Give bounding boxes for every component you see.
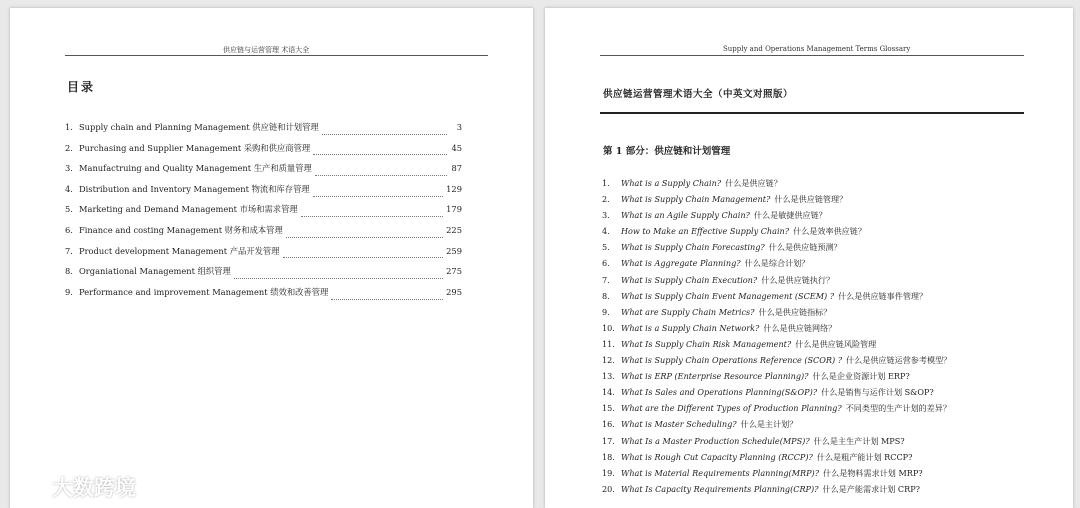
toc-leader-dots <box>234 272 443 279</box>
list-item <box>602 258 1042 274</box>
header-rule <box>65 55 488 56</box>
toc-entry-label: Finance and costing Management 财务和成本管理 <box>79 224 283 235</box>
question-chinese: 什么是敏捷供应链？ <box>753 210 827 221</box>
question-english: What is ERP (Enterprise Resource Planning)? <box>621 371 809 382</box>
question-english: What is Aggregate Planning? <box>621 258 741 269</box>
question-english: What is a Supply Chain? <box>621 178 722 188</box>
question-english: What Is a Master Production Schedule(MPS)? <box>621 435 810 446</box>
toc-entry[interactable] <box>65 142 462 163</box>
question-chinese: 什么是企业资源计划 ERP? <box>812 371 910 382</box>
toc-entry-number: 4. <box>65 183 73 194</box>
toc-entry-number: 3. <box>65 163 73 174</box>
toc-leader-dots <box>313 148 447 155</box>
question-number: 1. <box>602 178 610 188</box>
question-chinese: 什么是供应链？ <box>725 178 782 188</box>
section-heading: 第 1 部分：供应链和计划管理 <box>603 146 731 157</box>
toc-entry-page: 3 <box>456 122 462 132</box>
list-item <box>602 371 1042 387</box>
toc-entry[interactable] <box>65 286 462 307</box>
list-item <box>602 323 1042 339</box>
toc-entry[interactable] <box>65 121 462 142</box>
document-title: 供应链运营管理术语大全（中英文对照版） <box>603 89 794 100</box>
question-chinese: 什么是供应链运营参考模型？ <box>846 355 952 366</box>
question-number: 10. <box>602 322 615 333</box>
question-chinese: 什么是供应链风险管理 <box>795 338 877 349</box>
toc-leader-dots <box>315 169 447 176</box>
question-number: 20. <box>602 483 615 494</box>
question-chinese: 什么是供应链事件管理？ <box>838 290 928 301</box>
list-item <box>602 242 1042 258</box>
list-item <box>602 307 1042 323</box>
toc-entry-number: 8. <box>65 266 73 277</box>
table-of-contents <box>65 121 462 306</box>
question-english: What is Rough Cut Capacity Planning (RCCP)? <box>621 451 813 462</box>
question-english: How to Make an Effective Supply Chain? <box>621 226 790 237</box>
list-item <box>602 210 1042 226</box>
toc-entry[interactable] <box>65 224 462 245</box>
toc-entry[interactable] <box>65 183 462 204</box>
title-rule <box>600 112 1024 114</box>
question-chinese: 什么是主生产计划 MPS? <box>813 435 905 446</box>
question-chinese: 什么是粗产能计划 RCCP? <box>816 451 913 462</box>
question-chinese: 什么是效率供应链？ <box>793 226 866 237</box>
toc-entry-label: Marketing and Demand Management 市场和需求管理 <box>79 204 298 215</box>
toc-entry[interactable] <box>65 203 462 224</box>
document-page-left <box>10 8 533 508</box>
list-item <box>602 403 1042 419</box>
question-number: 17. <box>602 435 615 446</box>
question-english: What is Master Scheduling? <box>621 419 737 430</box>
list-item <box>602 452 1042 468</box>
list-item <box>602 226 1042 242</box>
toc-entry-label: Supply chain and Planning Management 供应链和计划管理 <box>79 122 319 132</box>
toc-entry-page: 275 <box>446 266 462 277</box>
list-item <box>602 436 1042 452</box>
question-number: 3. <box>602 210 610 221</box>
question-chinese: 什么是主计划？ <box>740 419 798 430</box>
list-item <box>602 339 1042 355</box>
toc-entry-page: 295 <box>446 286 462 297</box>
list-item <box>602 468 1042 484</box>
toc-entry-label: Performance and improvement Management 绩效和改善管理 <box>79 286 329 297</box>
question-chinese: 什么是供应链网络？ <box>763 322 837 333</box>
toc-leader-dots <box>313 190 443 197</box>
question-english: What are Supply Chain Metrics? <box>621 306 755 317</box>
list-item <box>602 275 1042 291</box>
toc-entry-label: Purchasing and Supplier Management 采购和供应商管理 <box>79 142 311 153</box>
question-english: What is a Supply Chain Network? <box>621 322 760 333</box>
toc-entry-number: 9. <box>65 286 73 297</box>
question-chinese: 什么是供应链执行？ <box>761 274 835 285</box>
question-english: What is Supply Chain Execution? <box>621 274 758 285</box>
list-item <box>602 387 1042 403</box>
question-english: What is Supply Chain Event Management (SCEM) ? <box>621 290 835 301</box>
question-chinese: 什么是产能需求计划 CRP? <box>822 483 920 494</box>
toc-title: 目录 <box>67 80 96 94</box>
question-english: What is Supply Chain Operations Reference (SCOR) ? <box>621 355 843 366</box>
toc-entry-number: 7. <box>65 245 73 256</box>
list-item <box>602 484 1042 500</box>
question-english: What is Supply Chain Forecasting? <box>621 242 765 253</box>
question-chinese: 什么是销售与运作计划 S&OP? <box>821 387 934 398</box>
question-number: 2. <box>602 194 610 205</box>
question-number: 18. <box>602 451 615 462</box>
toc-entry-page: 129 <box>446 183 462 194</box>
question-number: 14. <box>602 387 615 398</box>
watermark-text: 大数跨境 <box>52 476 136 500</box>
toc-entry-label: Product development Management 产品开发管理 <box>79 245 280 256</box>
toc-entry[interactable] <box>65 265 462 286</box>
list-item <box>602 355 1042 371</box>
toc-entry-label: Distribution and Inventory Management 物流和库存管理 <box>79 183 310 194</box>
list-item <box>602 178 1042 194</box>
toc-leader-dots <box>286 231 443 238</box>
question-number: 19. <box>602 467 615 478</box>
question-number: 8. <box>602 290 610 301</box>
toc-entry-number: 6. <box>65 224 73 235</box>
toc-entry-page: 179 <box>446 204 462 215</box>
question-english: What Is Sales and Operations Planning(S&OP)? <box>621 387 818 398</box>
question-number: 5. <box>602 242 610 253</box>
question-chinese: 什么是供应链预测？ <box>768 242 842 253</box>
question-number: 15. <box>602 403 615 414</box>
running-header: Supply and Operations Management Terms Glossary <box>723 45 911 53</box>
question-chinese: 什么是供应链指标？ <box>758 306 832 317</box>
question-number: 9. <box>602 306 610 317</box>
list-item <box>602 291 1042 307</box>
question-chinese: 什么是综合计划？ <box>744 258 810 269</box>
toc-entry-page: 225 <box>446 224 462 235</box>
question-number: 6. <box>602 258 610 269</box>
toc-leader-dots <box>331 293 443 300</box>
list-item <box>602 194 1042 210</box>
toc-entry-page: 87 <box>451 163 462 174</box>
question-list <box>602 178 1042 500</box>
owl-logo-icon <box>8 474 48 500</box>
document-page-right <box>545 8 1073 508</box>
toc-entry[interactable] <box>65 162 462 183</box>
question-english: What Is Capacity Requirements Planning(CRP)? <box>621 483 819 494</box>
question-number: 4. <box>602 226 610 237</box>
watermark <box>8 472 136 502</box>
toc-entry[interactable] <box>65 245 462 266</box>
question-english: What is Supply Chain Management? <box>621 194 771 205</box>
toc-entry-page: 259 <box>446 245 462 256</box>
toc-entry-label: Organiational Management 组织管理 <box>79 266 231 277</box>
question-chinese: 什么是物料需求计划 MRP? <box>823 467 923 478</box>
toc-entry-page: 45 <box>451 142 462 153</box>
toc-entry-label: Manufactruing and Quality Management 生产和质量管理 <box>79 163 312 174</box>
running-header: 供应链与运营管理 术语大全 <box>223 46 310 54</box>
question-english: What is an Agile Supply Chain? <box>621 210 750 221</box>
question-english: What is Material Requirements Planning(MRP)? <box>621 467 820 478</box>
list-item <box>602 419 1042 435</box>
question-number: 16. <box>602 419 615 430</box>
toc-entry-number: 2. <box>65 142 73 153</box>
question-number: 13. <box>602 371 615 382</box>
toc-entry-number: 1. <box>65 122 73 132</box>
toc-entry-number: 5. <box>65 204 73 215</box>
question-number: 11. <box>602 338 615 349</box>
question-english: What are the Different Types of Production Planning? <box>621 403 842 414</box>
question-chinese: 什么是供应链管理？ <box>774 194 848 205</box>
toc-leader-dots <box>322 128 447 135</box>
question-english: What Is Supply Chain Risk Management? <box>621 338 792 349</box>
question-number: 12. <box>602 355 615 366</box>
question-chinese: 不同类型的生产计划的差异？ <box>845 403 951 414</box>
question-number: 7. <box>602 274 610 285</box>
toc-leader-dots <box>283 251 444 258</box>
toc-leader-dots <box>301 210 443 217</box>
header-rule <box>600 55 1024 56</box>
